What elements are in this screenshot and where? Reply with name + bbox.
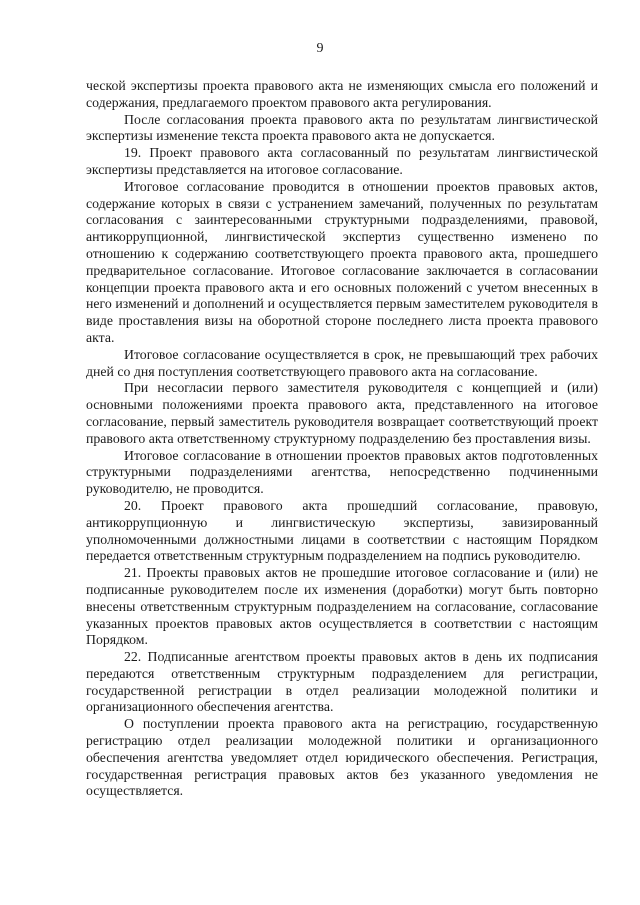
paragraph-continuation: ческой экспертизы проекта правового акта не изменяющих смысла его положений и содержания, предлагаемого проектом правового акта регулирования. [86, 78, 598, 110]
paragraph-item-20: 20. Проект правового акта прошедший согласование, правовую, антикоррупционную и лингвистическую экспертизы, завизированный уполномоченными должностными лицами в соответствии с настоящим Порядком передается ответственным структурным подразделением на подпись руководителю. [86, 497, 598, 564]
paragraph-registration-notice: О поступлении проекта правового акта на регистрацию, государственную регистрацию отдел реализации молодежной политики и организационного обеспечения агентства уведомляет отдел юридического обеспечения. Регистрация, государственная регистрация правовых актов без указанного уведомления не осуществляется. [86, 716, 598, 799]
paragraph-linguistic-approval: После согласования проекта правового акта по результатам лингвистической экспертизы изменение текста проекта правового акта не допускается. [86, 111, 598, 144]
paragraph-item-21: 21. Проекты правовых актов не прошедшие итоговое согласование и (или) не подписанные руководителем после их изменения (доработки) могут быть повторно внесены ответственным структурным подразделением на согласование, согласование указанных проектов правовых актов осуществляется в соответствии с настоящим Порядком. [86, 565, 598, 648]
paragraph-final-approval-term: Итоговое согласование осуществляется в срок, не превышающий трех рабочих дней со дня поступления соответствующего правового акта на согласование. [86, 346, 598, 379]
paragraph-item-19: 19. Проект правового акта согласованный по результатам лингвистической экспертизы представляется на итоговое согласование. [86, 145, 598, 177]
page-number: 9 [316, 41, 324, 56]
paragraph-final-approval-scope: Итоговое согласование проводится в отношении проектов правовых актов, содержание которых в связи с устранением замечаний, полученных по результатам согласования с заинтересованными структурными подразделениями, правовой, антикоррупционной, лингвистической экспертиз существенно изменено по отношению к содержанию соответствующего проекта правового акта, прошедшего предварительное согласование. Итоговое согласование заключается в согласовании концепции проекта правового акта и его основных положений с учетом внесенных в него изменений и дополнений и осуществляется первым заместителем руководителя в виде проставления визы на оборотной стороне последнего листа проекта правового акта. [86, 178, 598, 345]
paragraph-subordinate-units: Итоговое согласование в отношении проектов правовых актов подготовленных структурными подразделениями агентства, непосредственно подчиненными руководителю, не проводится. [86, 447, 598, 497]
paragraph-disagreement: При несогласии первого заместителя руководителя с концепцией и (или) основными положениями проекта правового акта, представленного на итоговое согласование, первый заместитель руководителя возвращает соответствующий проект правового акта ответственному структурному подразделению без проставления визы. [86, 380, 598, 446]
paragraph-item-22: 22. Подписанные агентством проекты правовых актов в день их подписания передаются ответственным структурным подразделением для регистрации, государственной регистрации в отдел реализации молодежной политики и организационного обеспечения агентства. [86, 649, 598, 715]
document-body [86, 78, 598, 800]
